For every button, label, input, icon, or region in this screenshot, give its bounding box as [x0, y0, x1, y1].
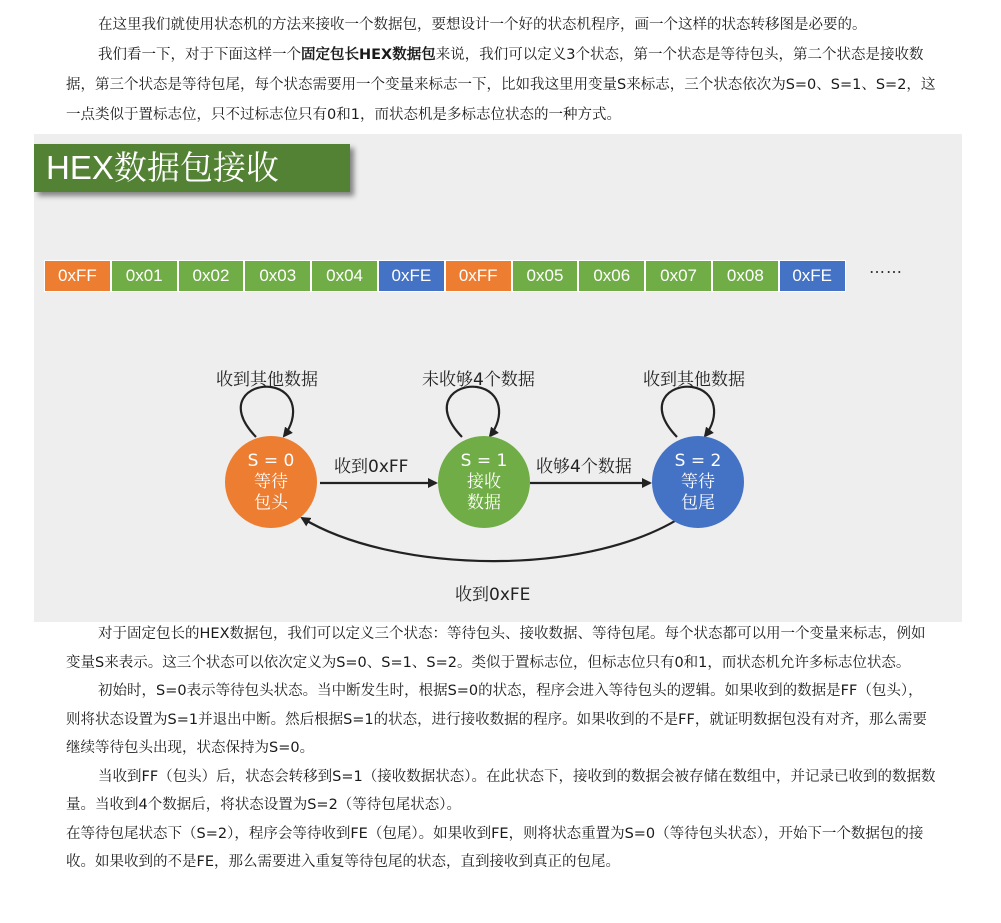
state-s0-waiting-header: [225, 436, 317, 528]
packet-byte: 0x01: [111, 260, 178, 292]
label-loop-s1: 未收够4个数据: [422, 370, 535, 390]
packet-byte: 0xFE: [378, 260, 445, 292]
figure-title: HEX数据包接收: [34, 144, 350, 192]
packet-byte: 0x08: [712, 260, 779, 292]
state-s2-line3: 包尾: [681, 492, 715, 513]
packet-byte: 0x04: [311, 260, 378, 292]
label-s1-to-s2: 收够4个数据: [536, 457, 632, 477]
packet-byte: 0xFF: [44, 260, 111, 292]
packet-byte: 0x03: [244, 260, 311, 292]
state-s2-line2: 等待: [681, 471, 715, 492]
label-loop-s2: 收到其他数据: [643, 370, 745, 390]
state-s1-receiving-data: [438, 436, 530, 528]
state-s2-waiting-tail: [652, 436, 744, 528]
outro-paragraph-2: 初始时，S=0表示等待包头状态。当中断发生时，根据S=0的状态，程序会进入等待包头的逻辑。如果收到的数据是FF（包头），则将状态设置为S=1并退出中断。然后根据S=1的状态，进行接收数据的程序。如果收到的不是FF，就证明数据包没有对齐，那么需要继续等待包头出现，状态保持为S=0。: [66, 683, 927, 756]
packet-byte: 0xFE: [779, 260, 846, 292]
self-loop-s2: [662, 387, 714, 437]
state-s0-line3: 包头: [254, 492, 288, 513]
state-s1-line2: 接收: [467, 471, 501, 492]
outro-paragraph-4: 在等待包尾状态下（S=2），程序会等待收到FE（包尾）。如果收到FE，则将状态重置为S=0（等待包头状态），开始下一个数据包的接收。如果收到的不是FE，那么需要进入重复等待包尾的状态，直到接收到真正的包尾。: [66, 825, 924, 870]
packet-ellipsis: ……: [869, 258, 903, 277]
intro-p2-start: 我们看一下，对于下面这样一个: [98, 47, 301, 63]
state-s0-line2: 等待: [254, 471, 288, 492]
packet-byte: 0x07: [645, 260, 712, 292]
outro-paragraph-3: 当收到FF（包头）后，状态会转移到S=1（接收数据状态）。在此状态下，接收到的数据会被存储在数组中，并记录已收到的数据数量。当收到4个数据后，将状态设置为S=2（等待包尾状态）。: [66, 768, 936, 813]
intro-p2-bold: 固定包长HEX数据包: [301, 47, 436, 63]
state-s1-value: S = 1: [460, 450, 508, 471]
state-s2-value: S = 2: [674, 450, 722, 471]
intro-paragraph-2: [66, 40, 936, 130]
self-loop-s0: [241, 387, 293, 437]
packet-byte: 0x05: [512, 260, 579, 292]
state-s1-line3: 数据: [467, 492, 501, 513]
packet-byte: 0x02: [178, 260, 245, 292]
state-machine-figure: [34, 134, 962, 622]
packet-byte: 0x06: [578, 260, 645, 292]
intro-p2-end: 来说，我们可以定义3个状态，第一个状态是等待包头，第二个状态是接收数据，第三个状态是等待包尾，每个状态需要用一个变量来标志一下，比如我这里用变量S来标志，三个状态依次为S=0、S=1、S=2，这一点类似于置标志位，只不过标志位只有0和1，而状态机是多标志位状态的一种方式。: [66, 47, 936, 123]
intro-text: [66, 10, 936, 130]
label-loop-s0: 收到其他数据: [216, 370, 318, 390]
label-s0-to-s1: 收到0xFF: [334, 457, 409, 477]
packet-byte: 0xFF: [445, 260, 512, 292]
self-loop-s1: [447, 387, 499, 437]
state-s0-value: S = 0: [247, 450, 295, 471]
label-s2-to-s0: 收到0xFE: [455, 585, 531, 605]
outro-text: [66, 620, 936, 877]
intro-paragraph-1: 在这里我们就使用状态机的方法来接收一个数据包，要想设计一个好的状态机程序，画一个这样的状态转移图是必要的。: [98, 17, 867, 33]
outro-paragraph-1: 对于固定包长的HEX数据包，我们可以定义三个状态：等待包头、接收数据、等待包尾。每个状态都可以用一个变量来标志，例如变量S来表示。这三个状态可以依次定义为S=0、S=1、S=2。类似于置标志位，但标志位只有0和1，而状态机允许多标志位状态。: [66, 626, 926, 671]
